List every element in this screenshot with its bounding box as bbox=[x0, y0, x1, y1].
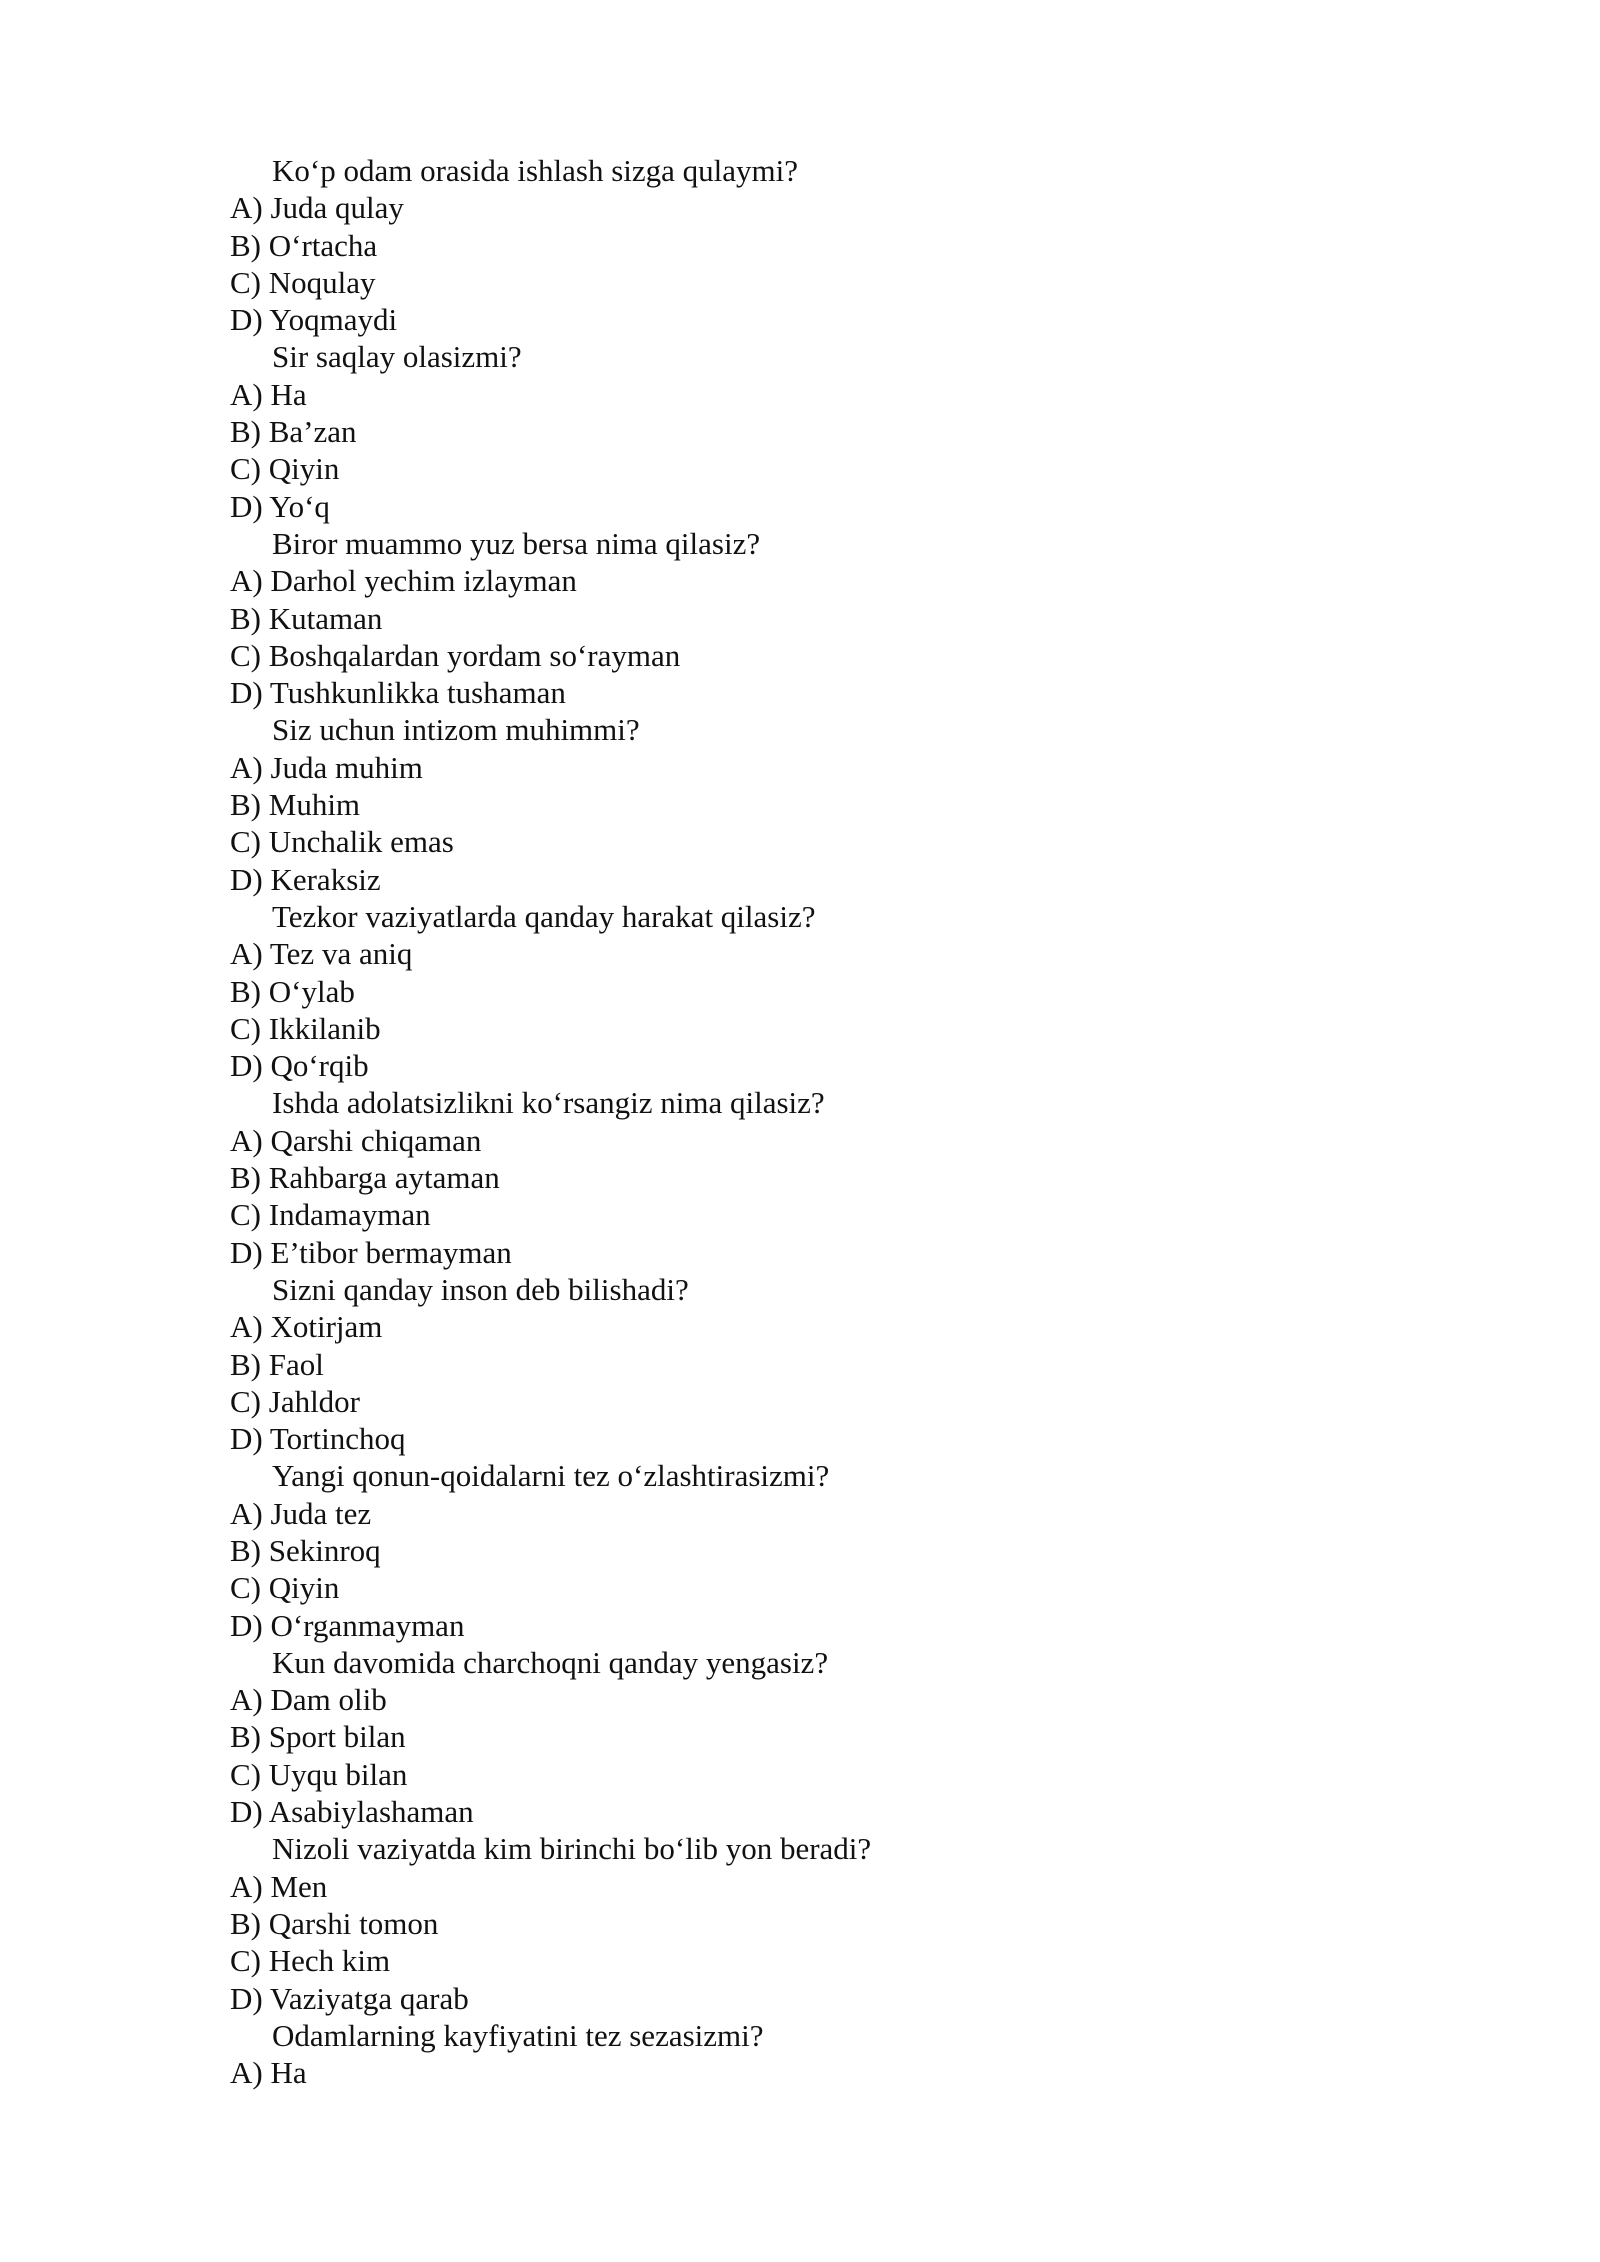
question-block bbox=[230, 711, 1430, 897]
answer-option: C) Ikkilanib bbox=[230, 1010, 381, 1046]
answer-option: B) Sekinroq bbox=[230, 1532, 381, 1568]
question-text: Siz uchun intizom muhimmi? bbox=[272, 712, 640, 748]
answer-option: D) O‘rganmayman bbox=[230, 1607, 465, 1643]
answer-option: B) Ba’zan bbox=[230, 414, 357, 450]
answer-option: D) Yoqmaydi bbox=[230, 302, 398, 338]
question-text: Kun davomida charchoqni qanday yengasiz? bbox=[272, 1644, 829, 1680]
answer-option: D) Tushkunlikka tushaman bbox=[230, 675, 566, 711]
answer-option: B) O‘rtacha bbox=[230, 227, 378, 263]
question-block bbox=[230, 898, 1430, 1084]
answer-option: A) Tez va aniq bbox=[230, 936, 413, 972]
answer-option: B) Qarshi tomon bbox=[230, 1905, 439, 1941]
answer-option: C) Boshqalardan yordam so‘rayman bbox=[230, 637, 681, 673]
question-text: Sir saqlay olasizmi? bbox=[272, 339, 522, 375]
answer-option: B) Sport bilan bbox=[230, 1719, 406, 1755]
answer-option: D) Keraksiz bbox=[230, 861, 381, 897]
question-block bbox=[230, 525, 1430, 711]
question-block bbox=[230, 152, 1430, 338]
question-text: Ko‘p odam orasida ishlash sizga qulaymi? bbox=[272, 153, 799, 188]
answer-option: A) Juda muhim bbox=[230, 749, 423, 785]
answer-option: D) Asabiylashaman bbox=[230, 1794, 474, 1830]
question-block bbox=[230, 1830, 1430, 2016]
answer-option: C) Unchalik emas bbox=[230, 824, 454, 860]
answer-option: A) Ha bbox=[230, 2055, 307, 2091]
answer-option: A) Dam olib bbox=[230, 1682, 387, 1718]
question-block bbox=[230, 1271, 1430, 1457]
question-block bbox=[230, 1457, 1430, 1643]
answer-option: C) Indamayman bbox=[230, 1197, 431, 1233]
answer-option: C) Qiyin bbox=[230, 1570, 340, 1606]
answer-option: A) Men bbox=[230, 1868, 328, 1904]
answer-option: C) Qiyin bbox=[230, 451, 340, 487]
answer-option: D) E’tibor bermayman bbox=[230, 1234, 512, 1270]
question-text: Biror muammo yuz bersa nima qilasiz? bbox=[272, 525, 761, 561]
question-text: Ishda adolatsizlikni ko‘rsangiz nima qilasiz? bbox=[272, 1085, 825, 1121]
answer-option: B) Kutaman bbox=[230, 600, 383, 636]
answer-option: A) Juda qulay bbox=[230, 190, 404, 226]
answer-option: D) Tortinchoq bbox=[230, 1421, 406, 1457]
questionnaire bbox=[230, 152, 1430, 2091]
question-text: Sizni qanday inson deb bilishadi? bbox=[272, 1271, 689, 1307]
answer-option: A) Ha bbox=[230, 376, 307, 412]
answer-option: B) Faol bbox=[230, 1346, 324, 1382]
answer-option: C) Noqulay bbox=[230, 264, 376, 300]
question-block bbox=[230, 1084, 1430, 1270]
answer-option: B) O‘ylab bbox=[230, 973, 355, 1009]
question-block bbox=[230, 2017, 1430, 2092]
answer-option: D) Yo‘q bbox=[230, 488, 330, 524]
answer-option: A) Xotirjam bbox=[230, 1309, 383, 1345]
question-text: Yangi qonun-qoidalarni tez o‘zlashtirasizmi? bbox=[272, 1458, 830, 1494]
question-text: Odamlarning kayfiyatini tez sezasizmi? bbox=[272, 2017, 764, 2053]
answer-option: D) Vaziyatga qarab bbox=[230, 1980, 469, 2016]
question-block bbox=[230, 338, 1430, 524]
answer-option: A) Darhol yechim izlayman bbox=[230, 563, 577, 599]
answer-option: C) Uyqu bilan bbox=[230, 1756, 408, 1792]
answer-option: C) Jahldor bbox=[230, 1383, 361, 1419]
question-text: Nizoli vaziyatda kim birinchi bo‘lib yon beradi? bbox=[272, 1831, 872, 1867]
answer-option: B) Muhim bbox=[230, 787, 361, 823]
answer-option: B) Rahbarga aytaman bbox=[230, 1160, 500, 1196]
answer-option: A) Juda tez bbox=[230, 1495, 372, 1531]
question-block bbox=[230, 1644, 1430, 1830]
answer-option: A) Qarshi chiqaman bbox=[230, 1122, 482, 1158]
answer-option: C) Hech kim bbox=[230, 1943, 391, 1979]
answer-option: D) Qo‘rqib bbox=[230, 1048, 369, 1084]
question-text: Tezkor vaziyatlarda qanday harakat qilasiz? bbox=[272, 898, 816, 934]
